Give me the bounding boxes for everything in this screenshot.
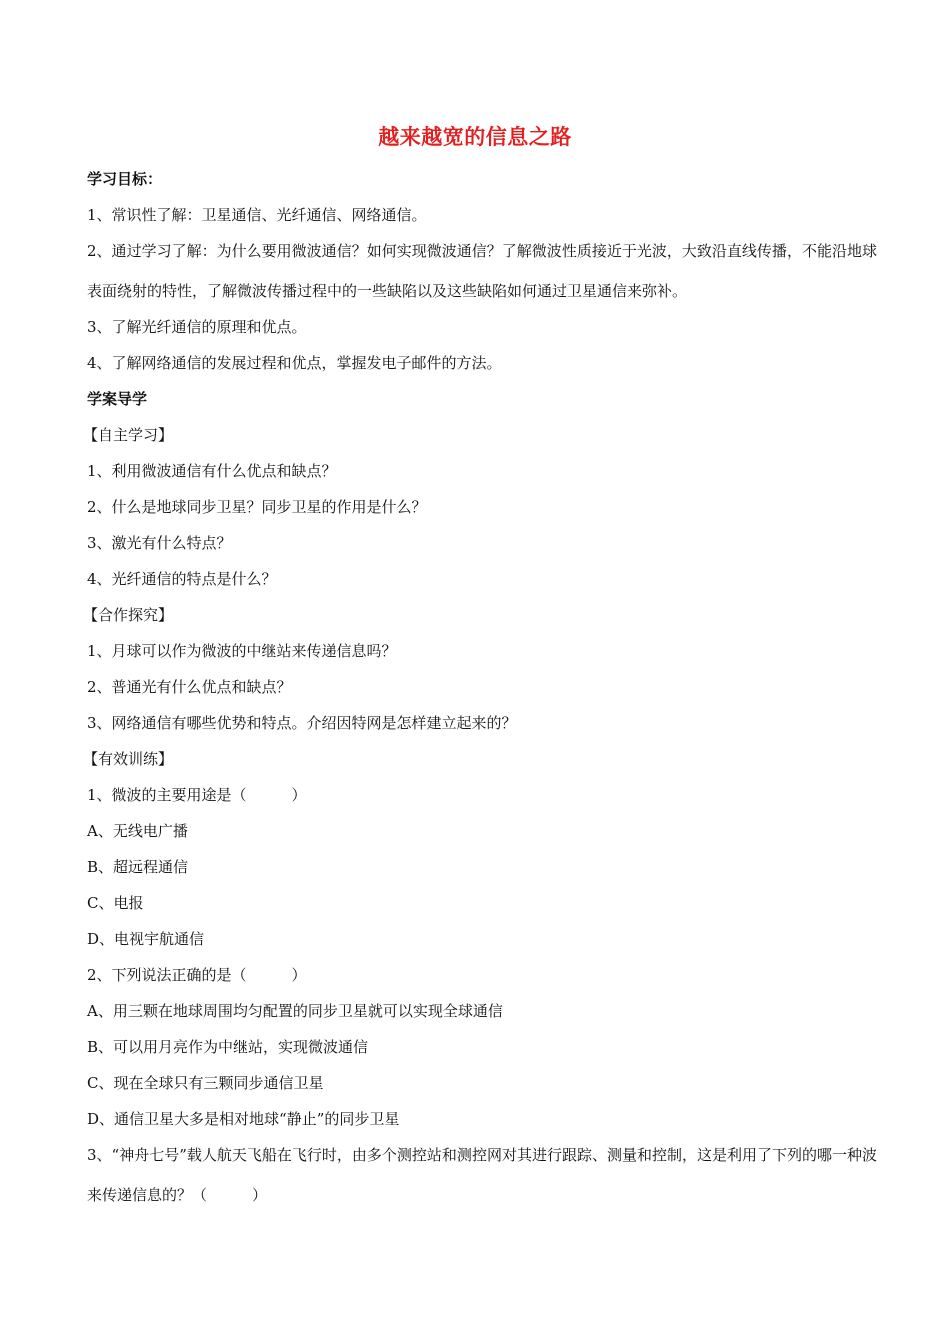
- cooperation-item: 3、网络通信有哪些优势和特点。介绍因特网是怎样建立起来的？: [87, 714, 517, 732]
- question-option: C、现在全球只有三颗同步通信卫星: [87, 1074, 324, 1092]
- objective-item: 1、常识性了解：卫星通信、光纤通信、网络通信。: [87, 206, 427, 224]
- objective-item: 3、了解光纤通信的原理和优点。: [87, 318, 307, 336]
- self-study-item: 1、利用微波通信有什么优点和缺点？: [87, 462, 337, 480]
- guide-heading: 学案导学: [87, 390, 148, 408]
- objectives-heading: 学习目标：: [87, 170, 163, 188]
- document-body: [83, 161, 877, 1213]
- question-stem: 1、微波的主要用途是（ ）: [87, 786, 307, 804]
- self-study-label: 【自主学习】: [83, 426, 174, 444]
- cooperation-item: 2、普通光有什么优点和缺点？: [87, 678, 292, 696]
- page-title: 越来越宽的信息之路: [378, 125, 572, 149]
- cooperation-label: 【合作探究】: [83, 606, 174, 624]
- training-label: 【有效训练】: [83, 750, 174, 768]
- question-option: D、通信卫星大多是相对地球“静止”的同步卫星: [87, 1110, 400, 1128]
- question-option: B、可以用月亮作为中继站，实现微波通信: [87, 1038, 369, 1056]
- question-stem: 2、下列说法正确的是（ ）: [87, 966, 307, 984]
- question-option: A、用三颗在地球周围均匀配置的同步卫星就可以实现全球通信: [87, 1002, 503, 1020]
- objective-item: 2、通过学习了解：为什么要用微波通信？如何实现微波通信？了解微波性质接近于光波，大致沿直线传播，不能沿地球表面绕射的特性，了解微波传播过程中的一些缺陷以及这些缺陷如何通过卫星通信来弥补。: [87, 242, 877, 300]
- objective-item: 4、了解网络通信的发展过程和优点，掌握发电子邮件的方法。: [87, 354, 502, 372]
- question-option: B、超远程通信: [87, 858, 189, 876]
- self-study-item: 3、激光有什么特点？: [87, 534, 232, 552]
- question-option: A、无线电广播: [87, 822, 188, 840]
- question-option: D、电视宇航通信: [87, 930, 205, 948]
- question-stem: 3、“神舟七号”载人航天飞船在飞行时，由多个测控站和测控网对其进行跟踪、测量和控制，这是利用了下列的哪一种波来传递信息的？（ ）: [87, 1146, 877, 1204]
- cooperation-item: 1、月球可以作为微波的中继站来传递信息吗？: [87, 642, 397, 660]
- self-study-item: 2、什么是地球同步卫星？同步卫星的作用是什么？: [87, 498, 427, 516]
- self-study-item: 4、光纤通信的特点是什么？: [87, 570, 277, 588]
- question-option: C、电报: [87, 894, 144, 912]
